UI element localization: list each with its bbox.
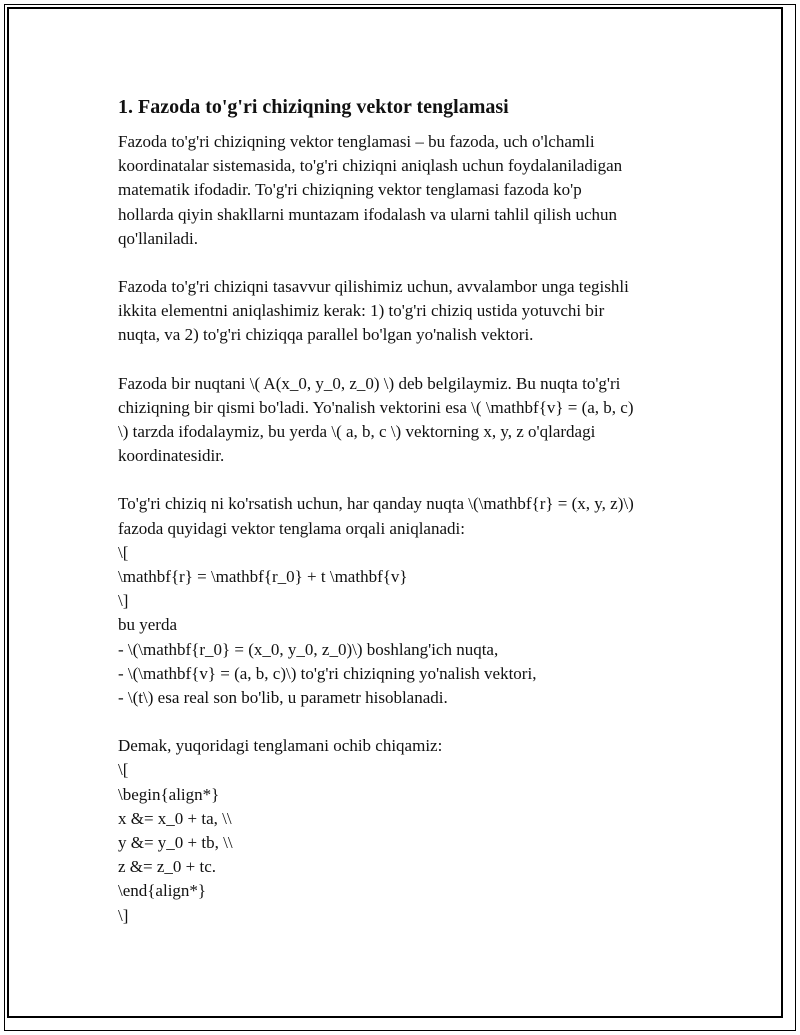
text-line: z &= z_0 + tc. bbox=[118, 857, 217, 877]
paragraph bbox=[118, 275, 688, 348]
text-line: \) tarzda ifodalaymiz, bu yerda \( a, b, c \) vektorning x, y, z o'qlardagi bbox=[118, 422, 596, 442]
text-line: \mathbf{r} = \mathbf{r_0} + t \mathbf{v} bbox=[118, 567, 408, 587]
text-line: \] bbox=[118, 591, 129, 611]
text-line: - \(t\) esa real son bo'lib, u parametr hisoblanadi. bbox=[118, 688, 448, 708]
text-line: x &= x_0 + ta, \\ bbox=[118, 808, 232, 828]
text-line: koordinatesidir. bbox=[118, 446, 225, 466]
text-line: - \(\mathbf{r_0} = (x_0, y_0, z_0)\) boshlang'ich nuqta, bbox=[118, 639, 499, 659]
paragraph bbox=[118, 372, 688, 469]
text-line: nuqta, va 2) to'g'ri chiziqqa parallel bo'lgan yo'nalish vektori. bbox=[118, 325, 534, 345]
text-line: - \(\mathbf{v} = (a, b, c)\) to'g'ri chiziqning yo'nalish vektori, bbox=[118, 663, 537, 683]
text-line: \end{align*} bbox=[118, 881, 207, 901]
paragraph bbox=[118, 130, 688, 251]
text-line: Demak, yuqoridagi tenglamani ochib chiqamiz: bbox=[118, 736, 443, 756]
text-line: bu yerda bbox=[118, 615, 178, 635]
text-line: Fazoda to'g'ri chiziqni tasavvur qilishimiz uchun, avvalambor unga tegishli bbox=[118, 277, 629, 297]
text-line: \[ bbox=[118, 542, 129, 562]
text-line: To'g'ri chiziq ni ko'rsatish uchun, har qanday nuqta \(\mathbf{r} = (x, y, z)\) bbox=[118, 494, 634, 514]
paragraph bbox=[118, 734, 688, 928]
text-line: Fazoda bir nuqtani \( A(x_0, y_0, z_0) \) deb belgilaymiz. Bu nuqta to'g'ri bbox=[118, 373, 621, 393]
text-line: fazoda quyidagi vektor tenglama orqali aniqlanadi: bbox=[118, 518, 465, 538]
text-line: \[ bbox=[118, 760, 129, 780]
section-title: 1. Fazoda to'g'ri chiziqning vektor tenglamasi bbox=[118, 96, 509, 118]
text-line: hollarda qiyin shakllarni muntazam ifodalash va ularni tahlil qilish uchun bbox=[118, 204, 618, 224]
text-line: matematik ifodadir. To'g'ri chiziqning vektor tenglamasi fazoda ko'p bbox=[118, 180, 582, 200]
document-body bbox=[118, 94, 688, 952]
paragraph-container bbox=[118, 130, 688, 928]
text-line: ikkita elementni aniqlashimiz kerak: 1) to'g'ri chiziq ustida yotuvchi bir bbox=[118, 301, 605, 321]
text-line: Fazoda to'g'ri chiziqning vektor tenglamasi – bu fazoda, uch o'lchamli bbox=[118, 132, 595, 151]
paragraph bbox=[118, 492, 688, 710]
text-line: y &= y_0 + tb, \\ bbox=[118, 833, 233, 853]
text-line: koordinatalar sistemasida, to'g'ri chiziqni aniqlash uchun foydalaniladigan bbox=[118, 156, 623, 176]
text-line: chiziqning bir qismi bo'ladi. Yo'nalish vektorini esa \( \mathbf{v} = (a, b, c) bbox=[118, 397, 634, 417]
text-line: qo'llaniladi. bbox=[118, 228, 199, 248]
text-line: \begin{align*} bbox=[118, 784, 220, 804]
text-line: \] bbox=[118, 905, 129, 925]
